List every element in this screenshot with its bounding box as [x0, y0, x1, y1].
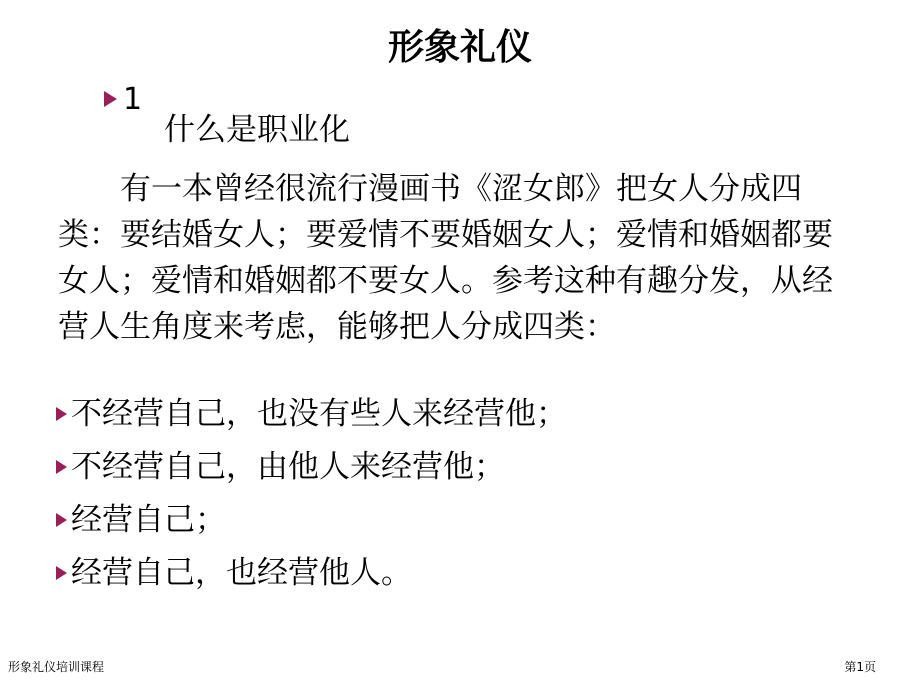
list-item	[56, 547, 567, 600]
list-item-text: 不经营自己，由他人来经营他；	[71, 449, 505, 485]
triangle-bullet-icon	[56, 460, 67, 474]
slide-title: 形象礼仪	[387, 27, 532, 68]
section-heading: 什么是职业化	[164, 112, 350, 148]
list-item	[56, 441, 567, 494]
triangle-bullet-icon	[104, 91, 117, 107]
triangle-bullet-icon	[56, 513, 67, 527]
list-item-text: 经营自己，也经营他人。	[71, 555, 412, 591]
list-item-text: 经营自己；	[71, 502, 226, 538]
footer-course-name: 形象礼仪培训课程	[8, 660, 105, 674]
triangle-bullet-icon	[56, 566, 67, 580]
footer-page-number: 第1页	[844, 660, 876, 674]
body-paragraph: 有一本曾经很流行漫画书《涩女郎》把女人分成四类：要结婚女人；要爱情不要婚姻女人；爱情和婚姻都要女人；爱情和婚姻都不要女人。参考这种有趣分发，从经营人生角度来考虑，能够把人分成四类：	[58, 171, 833, 345]
point-number: 1	[123, 82, 143, 117]
list-item	[56, 388, 567, 441]
numbered-point	[104, 82, 142, 118]
list-item	[56, 494, 567, 547]
category-list	[56, 388, 567, 600]
list-item-text: 不经营自己，也没有些人来经营他；	[71, 396, 567, 432]
triangle-bullet-icon	[56, 407, 67, 421]
